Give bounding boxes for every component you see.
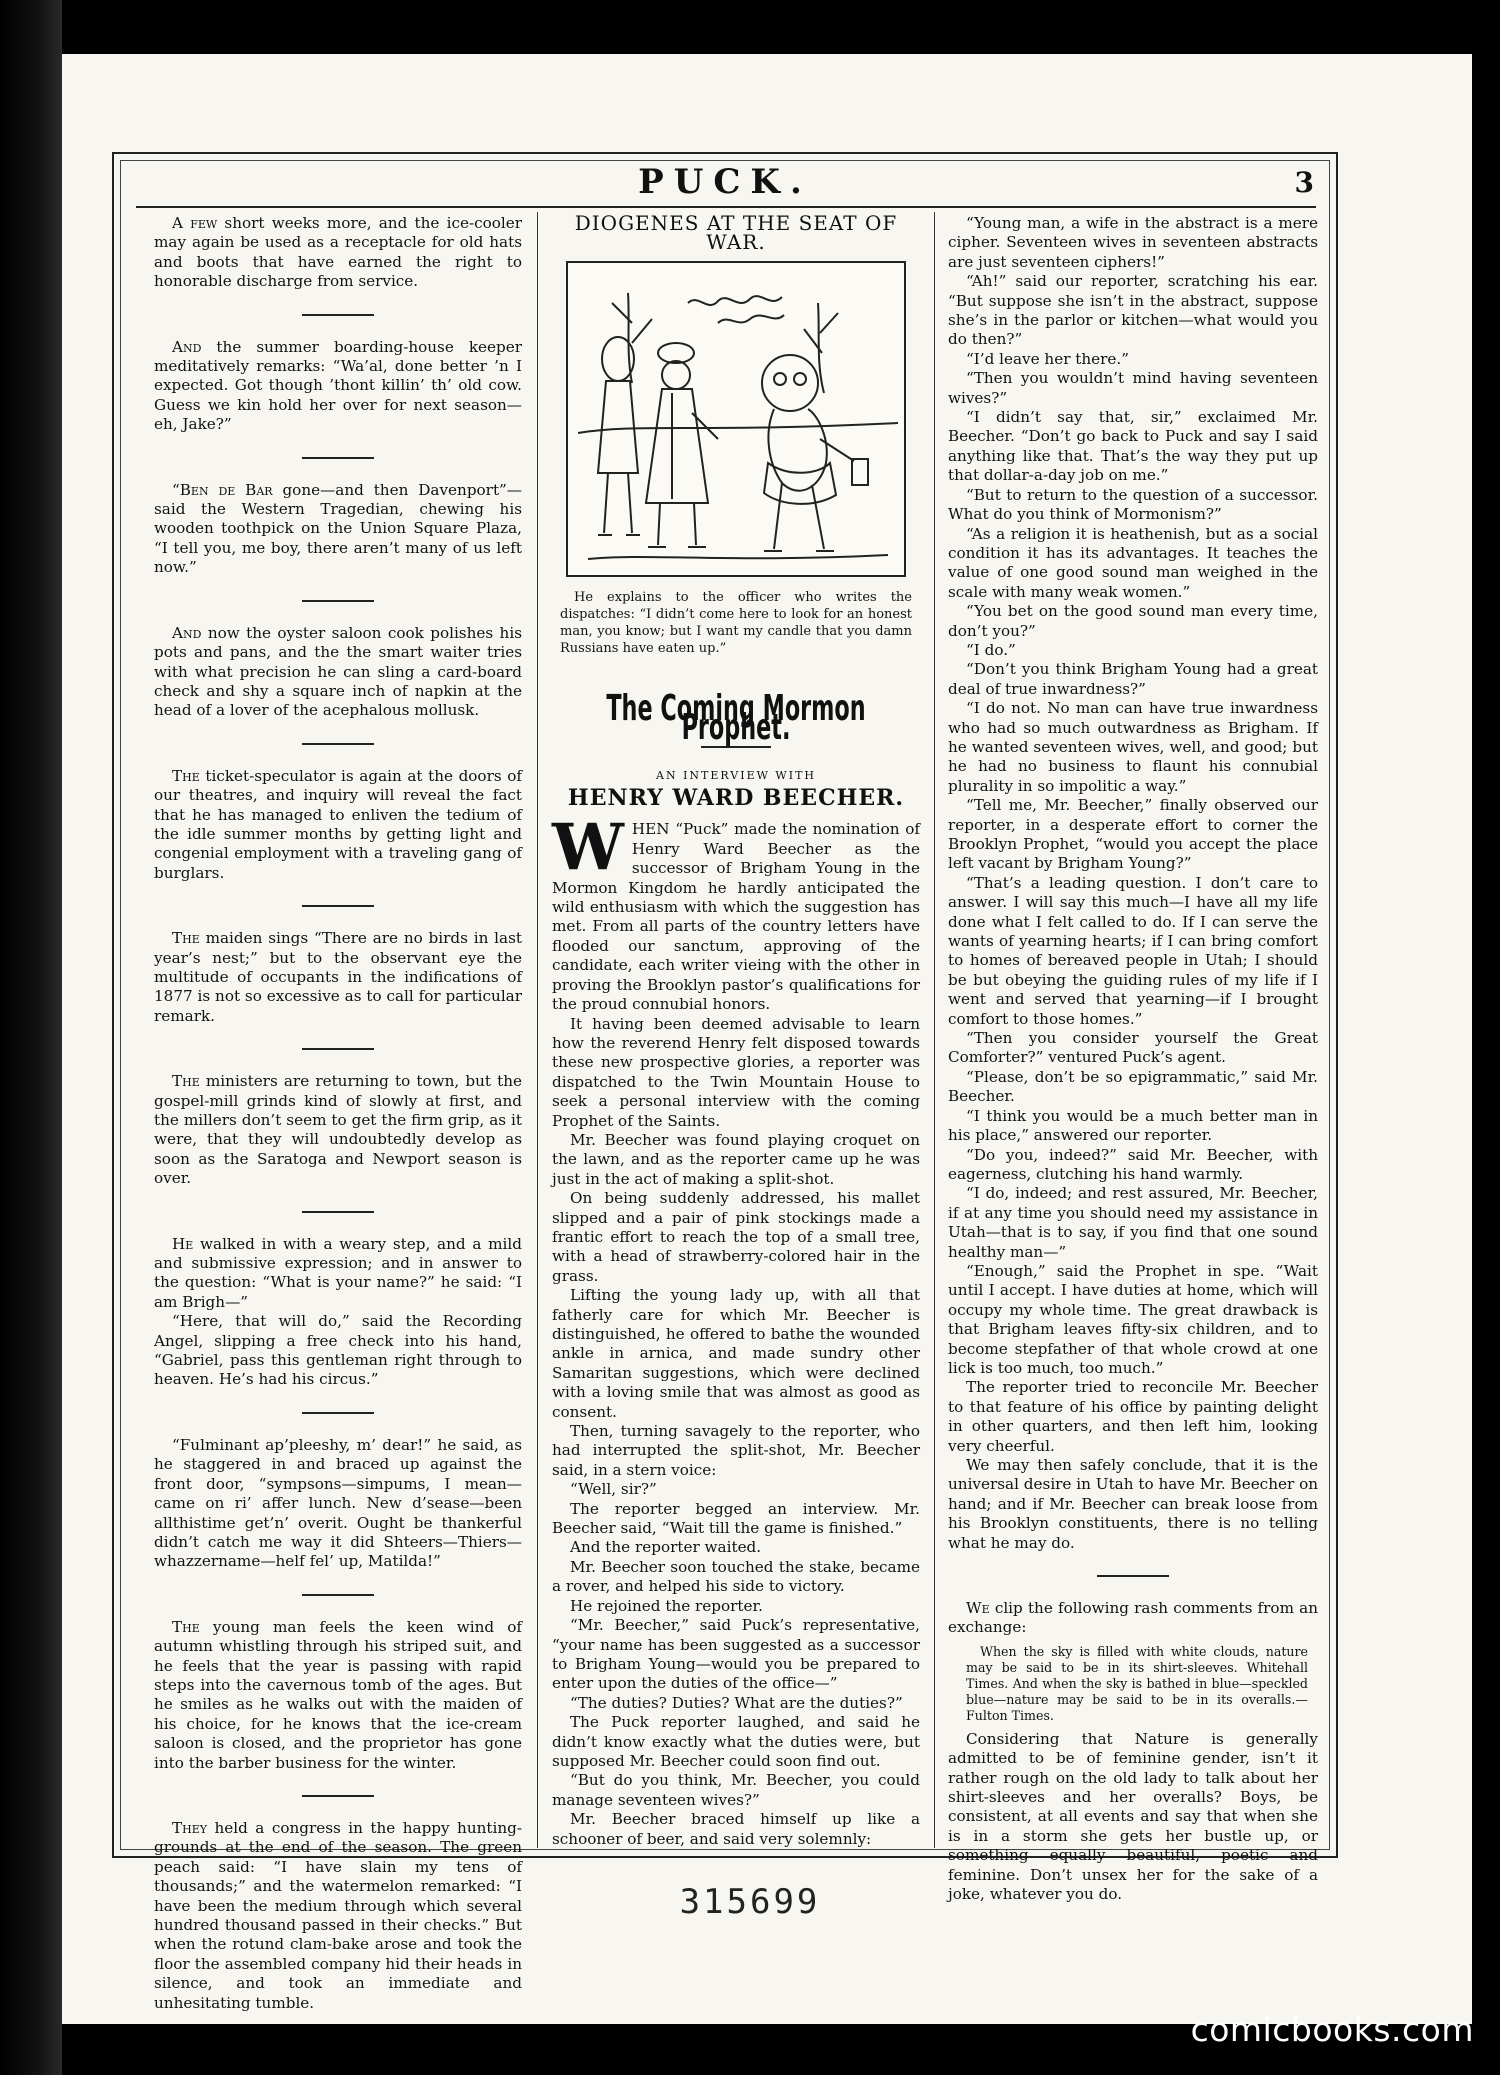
clip-intro: We clip the following rash comments from an exchange:: [948, 1599, 1318, 1637]
interview-para: “But to return to the question of a successor. What do you think of Mormonism?”: [948, 485, 1318, 524]
masthead: [120, 160, 1330, 204]
article-intro: WHEN “Puck” made the nomination of Henry Ward Beecher as the successor of Brigham Young in the Mormon Kingdom he hardly anticipated the wild enthusiasm with which the suggestion has met. From all parts of the country letters have flooded our sanctum, approving of the candidate, each writer vieing with the other in proving the Brooklyn pastor’s qualifications for the proud connubial honors.: [552, 810, 920, 1014]
article-para: The reporter begged an interview. Mr. Beecher said, “Wait till the game is finished.”: [552, 1499, 920, 1538]
article-para: Mr. Beecher soon touched the stake, became a rover, and helped his side to victory.: [552, 1557, 920, 1596]
article-para: On being suddenly addressed, his mallet slipped and a pair of pink stockings made a frantic effort to reach the top of a small tree, with a head of strawberry-colored hair in the grass.: [552, 1189, 920, 1285]
diogenes-cartoon-illustration: [566, 261, 906, 577]
separator: [302, 743, 374, 745]
cartoon-drawing: [568, 263, 904, 575]
article-headline: The Coming Mormon Prophet.: [606, 687, 866, 749]
column-2: [552, 211, 920, 1848]
interview-para: “I do not. No man can have true inwardness who had so much outwardness as Brigham. If he wanted seventeen wives, well, and good; but he had no business to flaunt his connubial plurality in so impolitic a way.”: [948, 699, 1318, 795]
item-2: And the summer boarding-house keeper meditatively remarks: “Wa’al, done better ’n I expected. Got though ’thont killin’ th’ old cow. Guess we kin hold her over for next season—eh, Jake?”: [154, 337, 522, 434]
separator: [302, 1412, 374, 1414]
interview-para: “I didn’t say that, sir,” exclaimed Mr. Beecher. “Don’t go back to Puck and say I said anything like that. That’s the way they put up that dollar-a-day job on me.”: [948, 408, 1318, 485]
interview-para: “Enough,” said the Prophet in spe. “Wait until I accept. I have duties at home, which will occupy my whole time. The great drawback is that Brigham leaves fifty-six children, and to become stepfather of that whole crowd at one lick is too much, too much.”: [948, 1261, 1318, 1377]
separator: [302, 457, 374, 459]
interview-para: “I’d leave her there.”: [966, 349, 1130, 368]
interview-para: “Don’t you think Brigham Young had a great deal of true inwardness?”: [948, 660, 1318, 698]
item-5: The ticket-speculator is again at the doors of our theatres, and inquiry will reveal the fact that he has managed to enliven the tedium of the idle summer months by getting light and congenial employment with a traveling gang of burglars.: [154, 766, 522, 882]
article-para: “Mr. Beecher,” said Puck’s representative, “your name has been suggested as a successor to Brigham Young—would you be prepared to enter upon the duties of the office—”: [552, 1616, 920, 1693]
item-9: “Fulminant ap’pleeshy, m’ dear!” he said, as he staggered in and braced up against the front door, “sympsons—simpums, I mean—came on ri’ affer lunch. New d’sease—been allthistime get’n’ overit. Ought be thankerful didn’t catch me way it did Shteers—Thiers—whazzername—helf fel’ up, Matilda!”: [154, 1435, 522, 1571]
source-watermark: comicbooks.com: [1190, 2010, 1474, 2049]
interview-para: “You bet on the good sound man every time, don’t you?”: [948, 602, 1318, 640]
article-kicker: AN INTERVIEW WITH: [656, 768, 816, 782]
article-para: Then, turning savagely to the reporter, who had interrupted the split-shot, Mr. Beecher said, in a stern voice:: [552, 1422, 920, 1479]
separator: [1097, 1575, 1169, 1577]
item-3: “Ben de Bar gone—and then Davenport”—said the Western Tragedian, chewing his wooden toothpick on the Union Square Plaza, “I tell you, me boy, there aren’t many of us left now.”: [154, 480, 522, 577]
interview-para: “Do you, indeed?” said Mr. Beecher, with eagerness, clutching his hand warmly.: [948, 1145, 1318, 1183]
interview-para: “Then you consider yourself the Great Comforter?” ventured Puck’s agent.: [948, 1029, 1318, 1067]
interview-para: “As a religion it is heathenish, but as a social condition it has its advantages. It teaches the value of one good sound man weighed in the scale with many weak women.”: [948, 524, 1318, 601]
separator: [302, 1211, 374, 1213]
interview-para: “Young man, a wife in the abstract is a mere cipher. Seventeen wives in seventeen abstracts are just seventeen ciphers!”: [948, 214, 1318, 271]
article-para: It having been deemed advisable to learn how the reverend Henry felt disposed towards these new prospective glories, a reporter was dispatched to the Twin Mountain House to seek a personal interview with the coming Prophet of the Saints.: [552, 1014, 920, 1130]
item-7: The ministers are returning to town, but the gospel-mill grinds kind of slowly at first, and the millers don’t seem to get the firm grip, as it were, that they will undoubtedly develop as soon as the Saratoga and Newport season is over.: [154, 1072, 522, 1188]
item-6: The maiden sings “There are no birds in last year’s nest;” but to the observant eye the multitude of occupants in the indifications of 1877 is not so excessive as to call for particular remark.: [154, 929, 522, 1025]
article-para: “Well, sir?”: [570, 1480, 657, 1499]
interview-para: We may then safely conclude, that it is the universal desire in Utah to have Mr. Beecher on hand; and if Mr. Beecher can break loose from his Brooklyn constituents, there is no telling what he may do.: [948, 1456, 1318, 1552]
article-para: Mr. Beecher braced himself up like a schooner of beer, and said very solemnly:: [552, 1810, 920, 1848]
article-para: The Puck reporter laughed, and said he didn’t know exactly what the duties were, but supposed Mr. Beecher could soon find out.: [552, 1713, 920, 1770]
item-1: A few short weeks more, and the ice-cooler may again be used as a receptacle for old hats and boots that have earned the right to honorable discharge from service.: [154, 214, 522, 291]
item-10: The young man feels the keen wind of autumn whistling through his striped suit, and he feels that the year is passing with rapid steps into the cavernous tomb of the ages. But he smiles as he walks out with the maiden of his choice, for he knows that the ice-cream saloon is closed, and the proprietor has gone into the barber business for the winter.: [154, 1617, 522, 1772]
column-divider-2: [934, 212, 935, 1848]
article-para: “But do you think, Mr. Beecher, you could manage seventeen wives?”: [552, 1771, 920, 1809]
article-subhead: HENRY WARD BEECHER.: [567, 785, 905, 812]
item-8: He walked in with a weary step, and a mild and submissive expression; and in answer to the question: “What is your name?” he said: “I am Brigh—”: [154, 1234, 522, 1311]
article-para: And the reporter waited.: [570, 1538, 762, 1557]
interview-para: “Tell me, Mr. Beecher,” finally observed our reporter, in a desperate effort to corner the Brooklyn Prophet, “would you accept the place left vacant by Brigham Young?”: [948, 796, 1318, 873]
cartoon-title: DIOGENES AT THE SEAT OF WAR.: [574, 211, 898, 255]
separator: [302, 600, 374, 602]
interview-para: “I think you would be a much better man in his place,” answered our reporter.: [948, 1106, 1318, 1145]
column-divider-1: [537, 212, 538, 1848]
interview-para: “Then you wouldn’t mind having seventeen wives?”: [948, 369, 1318, 407]
separator: [302, 905, 374, 907]
item-11: They held a congress in the happy hunting-grounds at the end of the season. The green peach said: “I have slain my tens of thousands;” and the watermelon remarked: “I have been the medium through which several hundred thousand passed in their checks.” But when the rotund clam-bake arose and took the floor the assembled company hid their heads in silence, and took an immediate and unhesitating tumble.: [154, 1818, 522, 2012]
article-para: Mr. Beecher was found playing croquet on the lawn, and as the reporter came up he was just in the act of making a split-shot.: [552, 1130, 920, 1188]
interview-para: The reporter tried to reconcile Mr. Beecher to that feature of his office by painting delight in other quarters, and then left him, looking very cheerful.: [948, 1378, 1318, 1455]
column-1: [154, 214, 522, 2012]
drop-cap: W: [552, 810, 624, 886]
article-para: He rejoined the reporter.: [570, 1596, 763, 1615]
interview-para: “That’s a leading question. I don’t care to answer. I will say this much—I have all my life done what I felt called to do. If I can serve the wants of yearning hearts; if I can bring comfort to homes of bereaved people in Utah; I should be but obeying the guiding rules of my life if I went and served that yearning—if I brought comfort to those homes.”: [948, 873, 1318, 1028]
cartoon-caption: He explains to the officer who writes the dispatches: “I didn’t come here to look for an honest man, you know; but I want my candle that you damn Russians have eaten up.”: [560, 589, 912, 656]
interview-para: “I do, indeed; and rest assured, Mr. Beecher, if at any time you should need my assistance in Utah—that is to say, if you find that one sound healthy man—”: [948, 1184, 1318, 1261]
page-number: 3: [1294, 166, 1314, 199]
masthead-title: PUCK.: [638, 162, 812, 202]
interview-para: “Please, don’t be so epigrammatic,” said Mr. Beecher.: [948, 1067, 1318, 1106]
separator: [302, 1594, 374, 1596]
interview-para: “I do.”: [966, 640, 1016, 659]
item-4: And now the oyster saloon cook polishes his pots and pans, and the the smart waiter tries with what precision he can sling a card-board check and shy a square inch of napkin at the head of a lover of the acephalous mollusk.: [154, 623, 522, 720]
quoted-clipping: When the sky is filled with white clouds, nature may be said to be in its shirt-sleeves. Whitehall Times. And when the sky is bathed in blue—speckled blue—nature may be said to be in its overalls.—Fulton Times.: [966, 1643, 1308, 1723]
article-para: Lifting the young lady up, with all that fatherly care for which Mr. Beecher is distinguished, he offered to bathe the wounded ankle in arnica, and made sundry other Samaritan suggestions, which were declined with a loving smile that was almost as good as consent.: [552, 1286, 920, 1421]
article-para: “The duties? Duties? What are the duties?”: [570, 1693, 903, 1712]
separator: [302, 314, 374, 316]
separator: [302, 1048, 374, 1050]
column-3: [948, 214, 1318, 1904]
item-8-reply: “Here, that will do,” said the Recording Angel, slipping a free check into his hand, “Gabriel, pass this gentleman right through to heaven. He’s had his circus.”: [154, 1312, 522, 1389]
scan-dark-edge: [0, 0, 62, 2075]
interview-para: “Ah!” said our reporter, scratching his ear. “But suppose she isn’t in the abstract, suppose she’s in the parlor or kitchen—what would you do then?”: [948, 272, 1318, 349]
closing-para: Considering that Nature is generally admitted to be of feminine gender, isn’t it rather rough on the old lady to talk about her shirt-sleeves and her overalls? Boys, be consistent, at all events and say that when she is in a storm she gets her bustle up, or something equally beautiful, poetic and feminine. Don’t unsex her for the sake of a joke, whatever you do.: [948, 1729, 1318, 1904]
serial-number-stamp: 315699: [679, 1882, 821, 1922]
masthead-rule: [136, 206, 1316, 208]
separator: [302, 1795, 374, 1797]
